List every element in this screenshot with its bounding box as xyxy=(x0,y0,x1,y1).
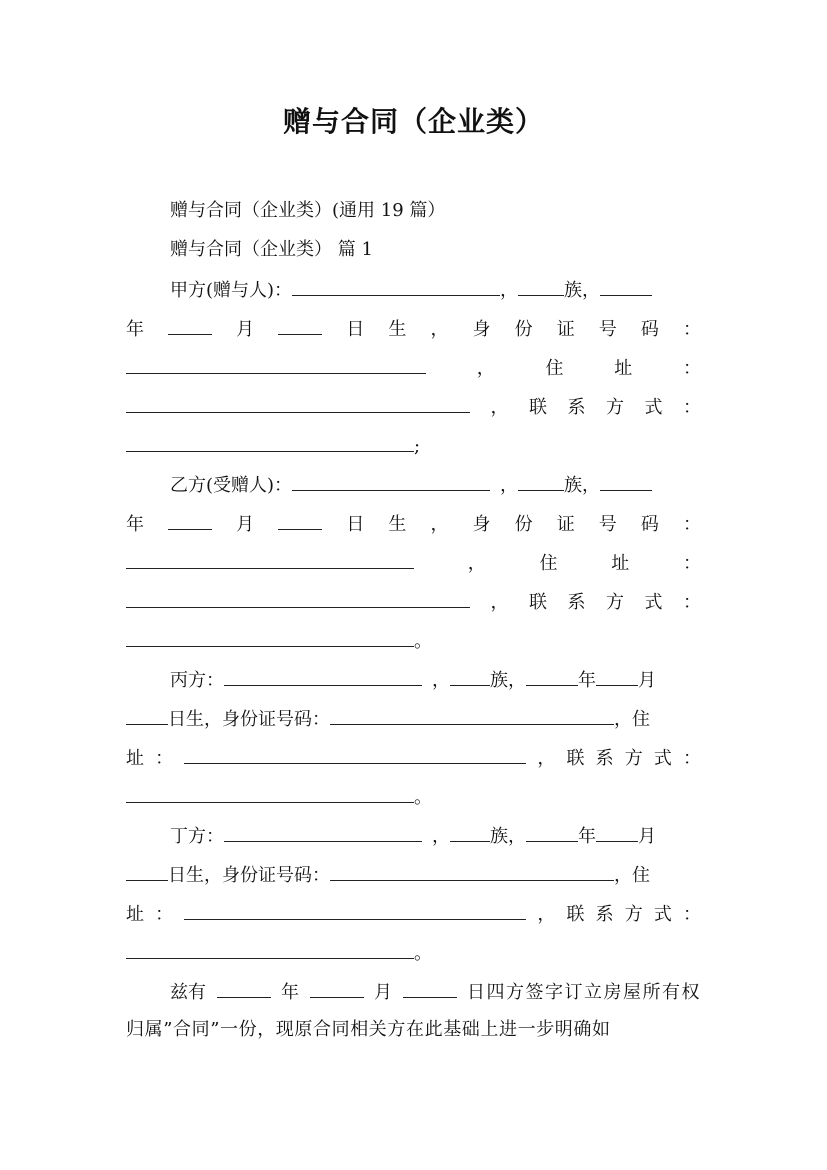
party-b-birth-month-blank[interactable] xyxy=(168,509,212,530)
month-label: 月 xyxy=(374,982,392,1003)
party-b-line-4 xyxy=(126,587,701,615)
born-label: 生 xyxy=(388,319,407,340)
party-d-contact-blank[interactable] xyxy=(126,938,414,959)
comma: ， xyxy=(430,319,449,340)
address-label-char: 址 xyxy=(126,748,144,769)
party-b-label: 乙方(受赠人)： xyxy=(170,475,293,496)
id-label-char: 码 xyxy=(640,514,659,535)
colon: ： xyxy=(683,592,701,613)
party-a-ethnicity-blank[interactable] xyxy=(518,275,564,296)
id-label-char: 证 xyxy=(556,319,575,340)
party-c-label: 丙方： xyxy=(170,670,224,691)
party-d-line-2 xyxy=(126,860,701,888)
id-label-char: 份 xyxy=(514,514,533,535)
colon: ： xyxy=(683,904,701,925)
comma: ， xyxy=(537,904,556,925)
day-label: 日 xyxy=(346,319,365,340)
contact-label-char: 方 xyxy=(624,904,643,925)
party-a-birth-year-blank[interactable] xyxy=(600,275,652,296)
ethnicity-label: 族， xyxy=(490,826,526,847)
month-label: 月 xyxy=(638,826,656,847)
year-label: 年 xyxy=(126,514,144,535)
collection-heading: 赠与合同（企业类）(通用 19 篇） xyxy=(170,200,446,221)
colon: ： xyxy=(683,397,701,418)
colon: ： xyxy=(155,904,174,925)
party-b-id-number-blank[interactable] xyxy=(126,548,414,569)
address-label-char: 住 xyxy=(545,358,564,379)
party-a-id-number-blank[interactable] xyxy=(126,353,426,374)
party-c-id-number-blank[interactable] xyxy=(330,704,614,725)
address-prefix: ，住 xyxy=(614,709,650,730)
part-heading: 赠与合同（企业类） 篇 1 xyxy=(170,239,373,260)
party-c-birth-month-blank[interactable] xyxy=(596,665,638,686)
contact-label-char: 联 xyxy=(566,748,585,769)
closing-text: 日四方签字订立房屋所有权 xyxy=(467,982,701,1003)
id-label-char: 号 xyxy=(598,319,617,340)
contact-label-char: 式 xyxy=(644,397,663,418)
signing-year-blank[interactable] xyxy=(217,977,271,998)
party-d-birth-month-blank[interactable] xyxy=(596,821,638,842)
id-label-char: 证 xyxy=(556,514,575,535)
year-label: 年 xyxy=(126,319,144,340)
party-b-line-3 xyxy=(126,548,701,576)
party-d-birth-day-blank[interactable] xyxy=(126,860,168,881)
party-c-contact-blank[interactable] xyxy=(126,782,414,803)
contact-label-char: 方 xyxy=(624,748,643,769)
contact-label-char: 系 xyxy=(567,592,586,613)
id-label-char: 号 xyxy=(598,514,617,535)
period: 。 xyxy=(414,943,432,964)
colon: ： xyxy=(682,514,701,535)
party-b-line-1 xyxy=(170,470,701,498)
party-c-line-1 xyxy=(170,665,701,693)
ethnicity-label: 族， xyxy=(490,670,526,691)
comma: ， xyxy=(500,280,519,301)
closing-line-2: 归属”合同”一份，现原合同相关方在此基础上进一步明确如 xyxy=(126,1019,611,1040)
month-label: 月 xyxy=(638,670,656,691)
born-label: 生 xyxy=(388,514,407,535)
address-label-char: 址 xyxy=(614,358,633,379)
party-a-label: 甲方(赠与人)： xyxy=(170,280,293,301)
party-c-birth-year-blank[interactable] xyxy=(526,665,578,686)
document-title: 赠与合同（企业类） xyxy=(282,105,544,138)
party-d-address-blank[interactable] xyxy=(184,899,526,920)
contact-label-char: 系 xyxy=(567,397,586,418)
comma: ， xyxy=(432,670,450,691)
contact-label-char: 系 xyxy=(595,904,614,925)
born-id-label: 日生，身份证号码： xyxy=(168,709,330,730)
party-c-birth-day-blank[interactable] xyxy=(126,704,168,725)
comma: ， xyxy=(432,826,450,847)
colon: ： xyxy=(155,748,174,769)
contact-label-char: 式 xyxy=(653,748,672,769)
party-b-ethnicity-blank[interactable] xyxy=(518,470,564,491)
ethnicity-label: 族， xyxy=(564,475,601,496)
party-a-contact-blank[interactable] xyxy=(126,431,414,452)
party-c-line-3 xyxy=(126,743,701,771)
party-c-address-blank[interactable] xyxy=(184,743,526,764)
closing-start: 兹有 xyxy=(170,982,206,1003)
party-a-line-1 xyxy=(170,275,701,303)
comma: ， xyxy=(490,592,509,613)
address-label-char: 址 xyxy=(126,904,144,925)
comma: ， xyxy=(500,475,519,496)
party-d-label: 丁方： xyxy=(170,826,224,847)
contact-label-char: 式 xyxy=(653,904,672,925)
period: 。 xyxy=(414,631,432,652)
party-b-birth-year-blank[interactable] xyxy=(600,470,652,491)
party-a-address-blank[interactable] xyxy=(126,392,470,413)
comma: ， xyxy=(467,553,486,574)
comma: ， xyxy=(476,358,495,379)
signing-month-blank[interactable] xyxy=(310,977,364,998)
ethnicity-label: 族， xyxy=(564,280,601,301)
closing-line-1 xyxy=(170,977,701,1005)
party-a-birth-month-blank[interactable] xyxy=(168,314,212,335)
comma: ， xyxy=(430,514,449,535)
semicolon: ; xyxy=(414,436,421,457)
party-d-birth-year-blank[interactable] xyxy=(526,821,578,842)
party-d-id-number-blank[interactable] xyxy=(330,860,614,881)
party-b-address-blank[interactable] xyxy=(126,587,470,608)
party-d-line-1 xyxy=(170,821,701,849)
id-label-char: 码 xyxy=(640,319,659,340)
contact-label-char: 联 xyxy=(529,592,547,613)
party-d-name-blank[interactable] xyxy=(224,821,422,842)
party-a-name-blank[interactable] xyxy=(292,275,500,296)
id-label-char: 身 xyxy=(472,319,491,340)
colon: ： xyxy=(683,748,701,769)
contact-label-char: 联 xyxy=(529,397,547,418)
party-d-line-3 xyxy=(126,899,701,927)
contact-label-char: 联 xyxy=(566,904,585,925)
party-c-name-blank[interactable] xyxy=(224,665,422,686)
party-a-line-4 xyxy=(126,392,701,420)
year-label: 年 xyxy=(578,670,596,691)
party-b-birth-day-blank[interactable] xyxy=(278,509,322,530)
party-a-birth-day-blank[interactable] xyxy=(278,314,322,335)
party-c-ethnicity-blank[interactable] xyxy=(450,665,490,686)
party-b-name-blank[interactable] xyxy=(292,470,490,491)
party-c-line-4 xyxy=(126,782,701,810)
party-b-line-5 xyxy=(126,626,701,654)
month-label: 月 xyxy=(236,319,255,340)
day-label: 日 xyxy=(346,514,365,535)
comma: ， xyxy=(537,748,556,769)
month-label: 月 xyxy=(236,514,255,535)
address-prefix: ，住 xyxy=(614,865,650,886)
party-a-line-5 xyxy=(126,431,701,459)
party-a-line-2 xyxy=(126,314,701,342)
contact-label-char: 方 xyxy=(606,592,624,613)
year-label: 年 xyxy=(281,982,299,1003)
signing-day-blank[interactable] xyxy=(403,977,457,998)
contact-label-char: 式 xyxy=(644,592,663,613)
id-label-char: 身 xyxy=(472,514,491,535)
party-d-ethnicity-blank[interactable] xyxy=(450,821,490,842)
address-label-char: 住 xyxy=(539,553,558,574)
party-b-contact-blank[interactable] xyxy=(126,626,414,647)
id-label-char: 份 xyxy=(514,319,533,340)
colon: ： xyxy=(682,319,701,340)
contact-label-char: 方 xyxy=(606,397,624,418)
party-d-line-4 xyxy=(126,938,701,966)
colon: ： xyxy=(683,358,701,379)
colon: ： xyxy=(683,553,701,574)
year-label: 年 xyxy=(578,826,596,847)
party-c-line-2 xyxy=(126,704,701,732)
period: 。 xyxy=(414,787,432,808)
party-b-line-2 xyxy=(126,509,701,537)
born-id-label: 日生，身份证号码： xyxy=(168,865,330,886)
contact-label-char: 系 xyxy=(595,748,614,769)
comma: ， xyxy=(490,397,509,418)
party-a-line-3 xyxy=(126,353,701,381)
address-label-char: 址 xyxy=(611,553,630,574)
